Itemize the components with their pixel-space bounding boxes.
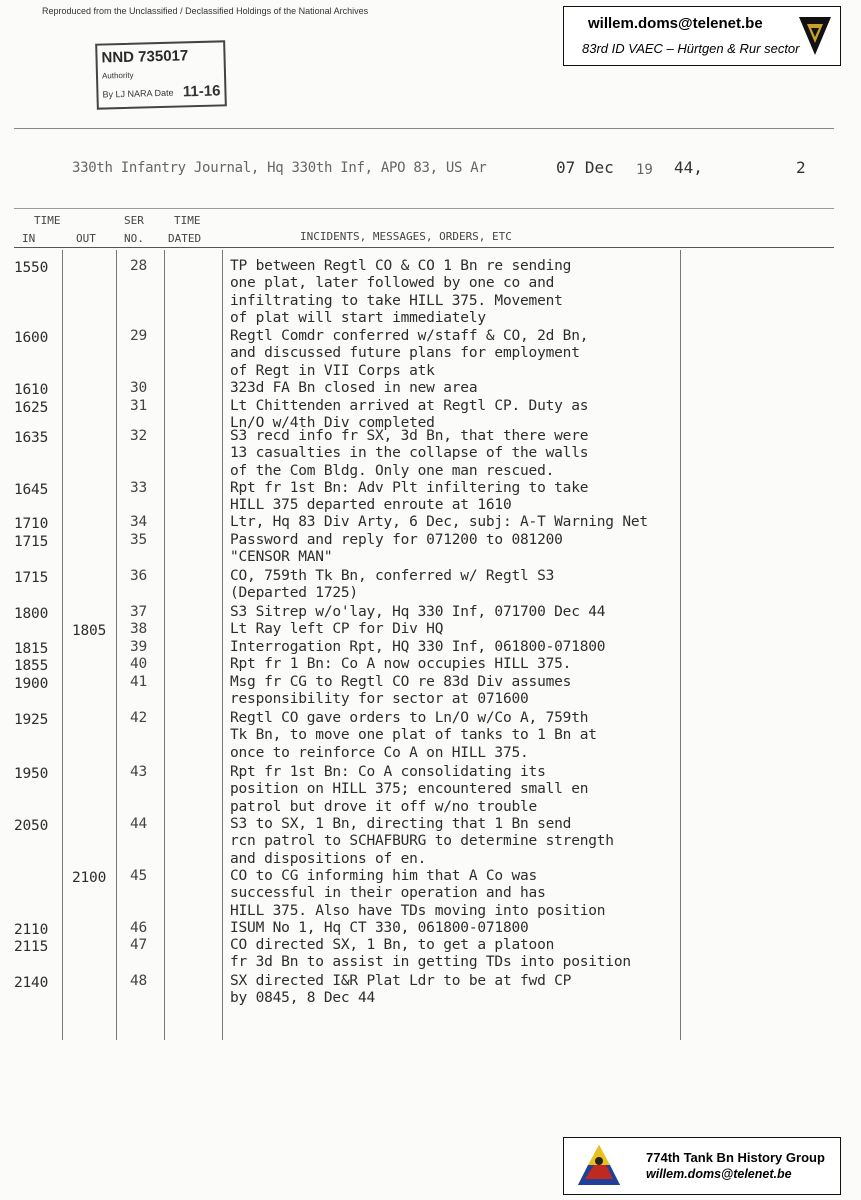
entry-text-line: patrol but drove it off w/no trouble [230, 798, 538, 815]
entry-serial: 35 [130, 532, 148, 548]
entry-time-in: 2110 [14, 922, 49, 938]
journal-title: 330th Infantry Journal, Hq 330th Inf, APO 83, US Ar [72, 160, 487, 176]
entry-text-line: HILL 375. Also have TDs moving into position [230, 902, 606, 919]
col-in-header: IN [22, 232, 36, 245]
entry-serial: 44 [130, 816, 148, 832]
entry-text-line: of plat will start immediately [230, 309, 486, 326]
entry-serial: 32 [130, 428, 148, 444]
column-divider-right [680, 250, 681, 1040]
entry-serial: 47 [130, 937, 148, 953]
col-time-header: TIME [34, 214, 61, 227]
header-rule [14, 208, 834, 209]
entry-serial: 31 [130, 398, 148, 414]
top-rule [14, 128, 834, 129]
entry-serial: 28 [130, 258, 148, 274]
entry-serial: 34 [130, 514, 148, 530]
entry-time-in: 2140 [14, 975, 49, 991]
col-incidents-header: INCIDENTS, MESSAGES, ORDERS, ETC [300, 230, 512, 243]
column-divider-out-ser [116, 250, 117, 1040]
declassification-stamp [95, 40, 227, 109]
column-divider-in-out [62, 250, 63, 1040]
entry-text-line: responsibility for sector at 071600 [230, 691, 529, 708]
entry-text-line: Regtl Comdr conferred w/staff & CO, 2d Bn, [230, 328, 589, 344]
entry-serial: 39 [130, 639, 148, 655]
entry-serial: 30 [130, 380, 148, 396]
entry-text-line: 323d FA Bn closed in new area [230, 380, 478, 396]
entry-time-in: 1950 [14, 766, 49, 782]
entry-serial: 40 [130, 656, 148, 672]
column-divider-ser-dated [164, 250, 165, 1040]
entry-text-line: position on HILL 375; encountered small en [230, 781, 589, 798]
stamp-by: By LJ NARA Date [102, 87, 174, 100]
entry-time-in: 1635 [14, 430, 49, 446]
stamp-authority: Authority [101, 70, 134, 81]
source-credit-box [563, 6, 841, 66]
entry-text-line: 13 casualties in the collapse of the walls [230, 445, 589, 462]
entry-time-in: 1625 [14, 400, 49, 416]
entry-text-line: Password and reply for 071200 to 081200 [230, 532, 563, 548]
entry-text-line: S3 recd info fr SX, 3d Bn, that there were [230, 428, 589, 444]
entry-serial: 33 [130, 480, 148, 496]
entry-time-in: 2115 [14, 939, 49, 955]
entry-time-in: 1715 [14, 570, 49, 586]
entry-serial: 29 [130, 328, 148, 344]
entry-text-line: Rpt fr 1st Bn: Adv Plt infiltering to take [230, 480, 589, 496]
entry-time-in: 1800 [14, 606, 49, 622]
entry-text-line: HILL 375 departed enroute at 1610 [230, 497, 512, 514]
group-name: 774th Tank Bn History Group [646, 1150, 825, 1165]
entry-text-line: TP between Regtl CO & CO 1 Bn re sending [230, 258, 572, 274]
armored-insignia-icon [576, 1143, 622, 1189]
entry-text-line: CO, 759th Tk Bn, conferred w/ Regtl S3 [230, 568, 555, 584]
group-credit-box [563, 1137, 841, 1195]
entry-serial: 46 [130, 920, 148, 936]
entry-text-line: Rpt fr 1 Bn: Co A now occupies HILL 375. [230, 656, 572, 672]
entry-serial: 42 [130, 710, 148, 726]
col-out-header: OUT [76, 232, 96, 245]
entry-time-in: 1855 [14, 658, 49, 674]
entry-time-in: 1610 [14, 382, 49, 398]
entry-text-line: SX directed I&R Plat Ldr to be at fwd CP [230, 973, 572, 989]
column-divider-dated-text [222, 250, 223, 1040]
entry-text-line: (Departed 1725) [230, 585, 358, 602]
entry-time-in: 1550 [14, 260, 49, 276]
entry-text-line: CO to CG informing him that A Co was [230, 868, 538, 884]
entry-text-line: Ltr, Hq 83 Div Arty, 6 Dec, subj: A-T Warning Net [230, 514, 648, 530]
entry-text-line: Rpt fr 1st Bn: Co A consolidating its [230, 764, 546, 780]
entry-text-line: Tk Bn, to move one plat of tanks to 1 Bn at [230, 727, 597, 744]
entry-text-line: CO directed SX, 1 Bn, to get a platoon [230, 937, 555, 953]
entry-text-line: S3 Sitrep w/o'lay, Hq 330 Inf, 071700 Dec 44 [230, 604, 606, 620]
entry-serial: 45 [130, 868, 148, 884]
col-ser-header: SER [124, 214, 144, 227]
entry-time-in: 1925 [14, 712, 49, 728]
entry-time-in: 1645 [14, 482, 49, 498]
entry-text-line: S3 to SX, 1 Bn, directing that 1 Bn send [230, 816, 572, 832]
entry-time-in: 1815 [14, 641, 49, 657]
col-dated-header: DATED [168, 232, 202, 245]
columns-rule [14, 247, 834, 248]
entry-text-line: once to reinforce Co A on HILL 375. [230, 744, 529, 761]
entry-time-out: 1805 [72, 623, 107, 639]
entry-text-line: one plat, later followed by one co and [230, 275, 555, 292]
stamp-number: NND 735017 [101, 47, 189, 67]
entry-text-line: Regtl CO gave orders to Ln/O w/Co A, 759th [230, 710, 589, 726]
page-number: 2 [796, 158, 806, 177]
entry-text-line: Ln/O w/4th Div completed [230, 415, 435, 432]
entry-text-line: by 0845, 8 Dec 44 [230, 990, 376, 1007]
entry-text-line: of the Com Bldg. Only one man rescued. [230, 462, 555, 479]
source-subtitle: 83rd ID VAEC – Hürtgen & Rur sector [582, 41, 800, 56]
entry-text-line: Lt Chittenden arrived at Regtl CP. Duty as [230, 398, 589, 414]
entry-text-line: and dispositions of en. [230, 850, 427, 867]
journal-century: 19 [636, 162, 653, 178]
entry-time-in: 1900 [14, 676, 49, 692]
entry-text-line: of Regt in VII Corps atk [230, 362, 435, 379]
archives-note: Reproduced from the Unclassified / Declassified Holdings of the National Archives [42, 6, 369, 16]
entry-text-line: "CENSOR MAN" [230, 549, 333, 566]
group-email: willem.doms@telenet.be [646, 1167, 792, 1181]
entry-serial: 38 [130, 621, 148, 637]
entry-serial: 37 [130, 604, 148, 620]
entry-text-line: Lt Ray left CP for Div HQ [230, 621, 444, 637]
entry-text-line: infiltrating to take HILL 375. Movement [230, 292, 563, 309]
entry-serial: 48 [130, 973, 148, 989]
entry-serial: 36 [130, 568, 148, 584]
journal-year: 44, [674, 158, 703, 177]
entry-serial: 41 [130, 674, 148, 690]
stamp-date: 11-16 [182, 82, 221, 101]
entry-text-line: fr 3d Bn to assist in getting TDs into position [230, 954, 631, 971]
entry-time-in: 1715 [14, 534, 49, 550]
entry-text-line: rcn patrol to SCHAFBURG to determine strength [230, 833, 614, 850]
col-no-header: NO. [124, 232, 144, 245]
journal-date: 07 Dec [556, 158, 614, 177]
entry-time-out: 2100 [72, 870, 107, 886]
source-email: willem.doms@telenet.be [588, 15, 763, 32]
col-time-dated-header: TIME [174, 214, 201, 227]
entry-text-line: ISUM No 1, Hq CT 330, 061800-071800 [230, 920, 529, 936]
entry-text-line: and discussed future plans for employment [230, 345, 580, 362]
entry-time-in: 2050 [14, 818, 49, 834]
entry-text-line: Interrogation Rpt, HQ 330 Inf, 061800-071800 [230, 639, 606, 655]
entry-time-in: 1600 [14, 330, 49, 346]
entry-time-in: 1710 [14, 516, 49, 532]
division-insignia-icon [798, 15, 832, 57]
entry-text-line: successful in their operation and has [230, 885, 546, 902]
entry-serial: 43 [130, 764, 148, 780]
entry-text-line: Msg fr CG to Regtl CO re 83d Div assumes [230, 674, 572, 690]
